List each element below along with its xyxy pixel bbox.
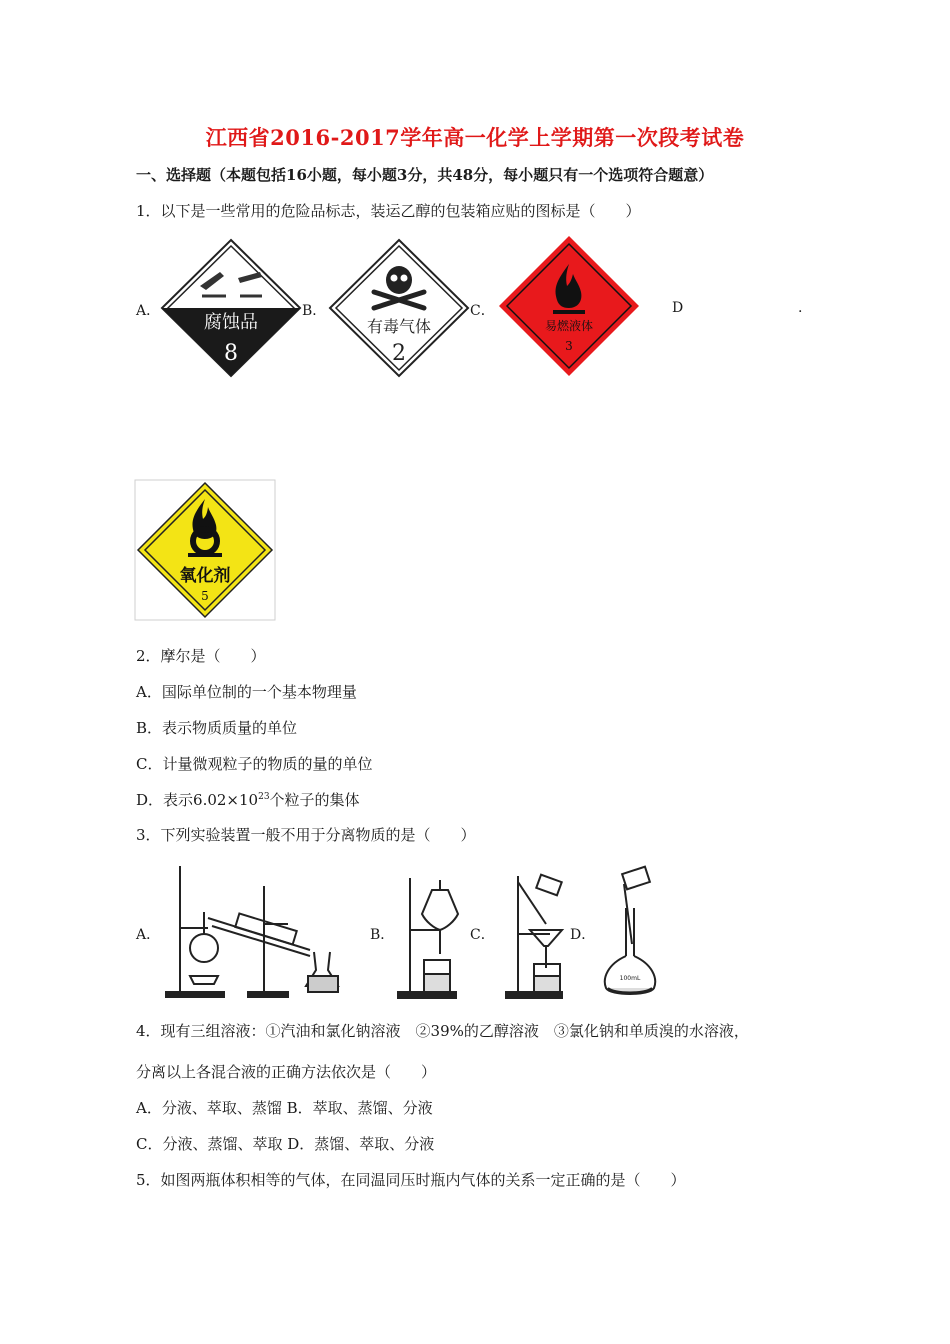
q1-option-d-dot: .	[798, 300, 803, 316]
volumetric-flask-icon	[594, 864, 666, 1002]
oxidizer-sign-icon	[134, 479, 276, 621]
q3-option-b-label: B．	[370, 927, 395, 943]
filtration-apparatus-icon	[496, 872, 568, 1000]
q2-option-c: C．计量微观粒子的物质的量的单位	[136, 755, 373, 773]
q1-option-d-label: D	[672, 300, 684, 316]
q2-option-d: D．表示$6.02\times 10^{23}$个粒子的集体	[136, 791, 360, 809]
q4-stem-line1: 4．现有三组溶液：①汽油和氯化钠溶液 ②39%的乙醇溶液 ③氯化钠和单质溴的水溶液，	[136, 1022, 749, 1040]
q4-stem-line2: 分离以上各混合液的正确方法依次是（ ）	[136, 1063, 437, 1081]
q1-stem: 1．以下是一些常用的危险品标志，装运乙醇的包装箱应贴的图标是（ ）	[136, 202, 641, 220]
q1-option-b-label: B．	[302, 303, 327, 319]
q3-option-c-label: C．	[470, 927, 495, 943]
q3-stem: 3．下列实验装置一般不用于分离物质的是（ ）	[136, 826, 476, 844]
q4-options-cd: C．分液、蒸馏、萃取 D．蒸馏、萃取、分液	[136, 1135, 435, 1153]
oxidizer-sign-number: 5	[201, 589, 209, 603]
svg-text:100mL: 100mL	[619, 975, 641, 982]
toxic-gas-sign-number: 2	[392, 341, 406, 366]
flammable-liquid-sign-icon	[497, 234, 641, 378]
q3-option-a-label: A．	[136, 927, 161, 943]
q1-option-a-label: A．	[136, 303, 161, 319]
separatory-funnel-icon	[396, 874, 470, 1000]
q2-option-b: B．表示物质质量的单位	[136, 719, 298, 737]
corrosive-sign-number: 8	[224, 341, 238, 366]
corrosive-sign-icon	[160, 238, 302, 378]
toxic-gas-sign-icon	[328, 238, 470, 378]
q2-stem: 2．摩尔是（ ）	[136, 647, 266, 665]
flammable-sign-text: 易燃液体	[544, 319, 594, 333]
toxic-gas-sign-text: 有毒气体	[366, 317, 432, 336]
q3-option-d-label: D．	[570, 927, 596, 943]
q2-option-a: A．国际单位制的一个基本物理量	[136, 683, 357, 701]
q5-stem: 5．如图两瓶体积相等的气体，在同温同压时瓶内气体的关系一定正确的是（ ）	[136, 1171, 686, 1189]
flammable-sign-number: 3	[565, 339, 573, 353]
page-title: 江西省2016-2017学年高一化学上学期第一次段考试卷	[205, 125, 745, 150]
corrosive-sign-text: 腐蚀品	[204, 312, 258, 333]
section-heading: 一、选择题（本题包括16小题，每小题3分，共48分，每小题只有一个选项符合题意）	[136, 166, 714, 184]
oxidizer-sign-text: 氧化剂	[179, 566, 231, 586]
distillation-apparatus-icon	[160, 856, 342, 1000]
q1-option-c-label: C．	[470, 303, 495, 319]
q4-options-ab: A．分液、萃取、蒸馏 B．萃取、蒸馏、分液	[136, 1099, 433, 1117]
